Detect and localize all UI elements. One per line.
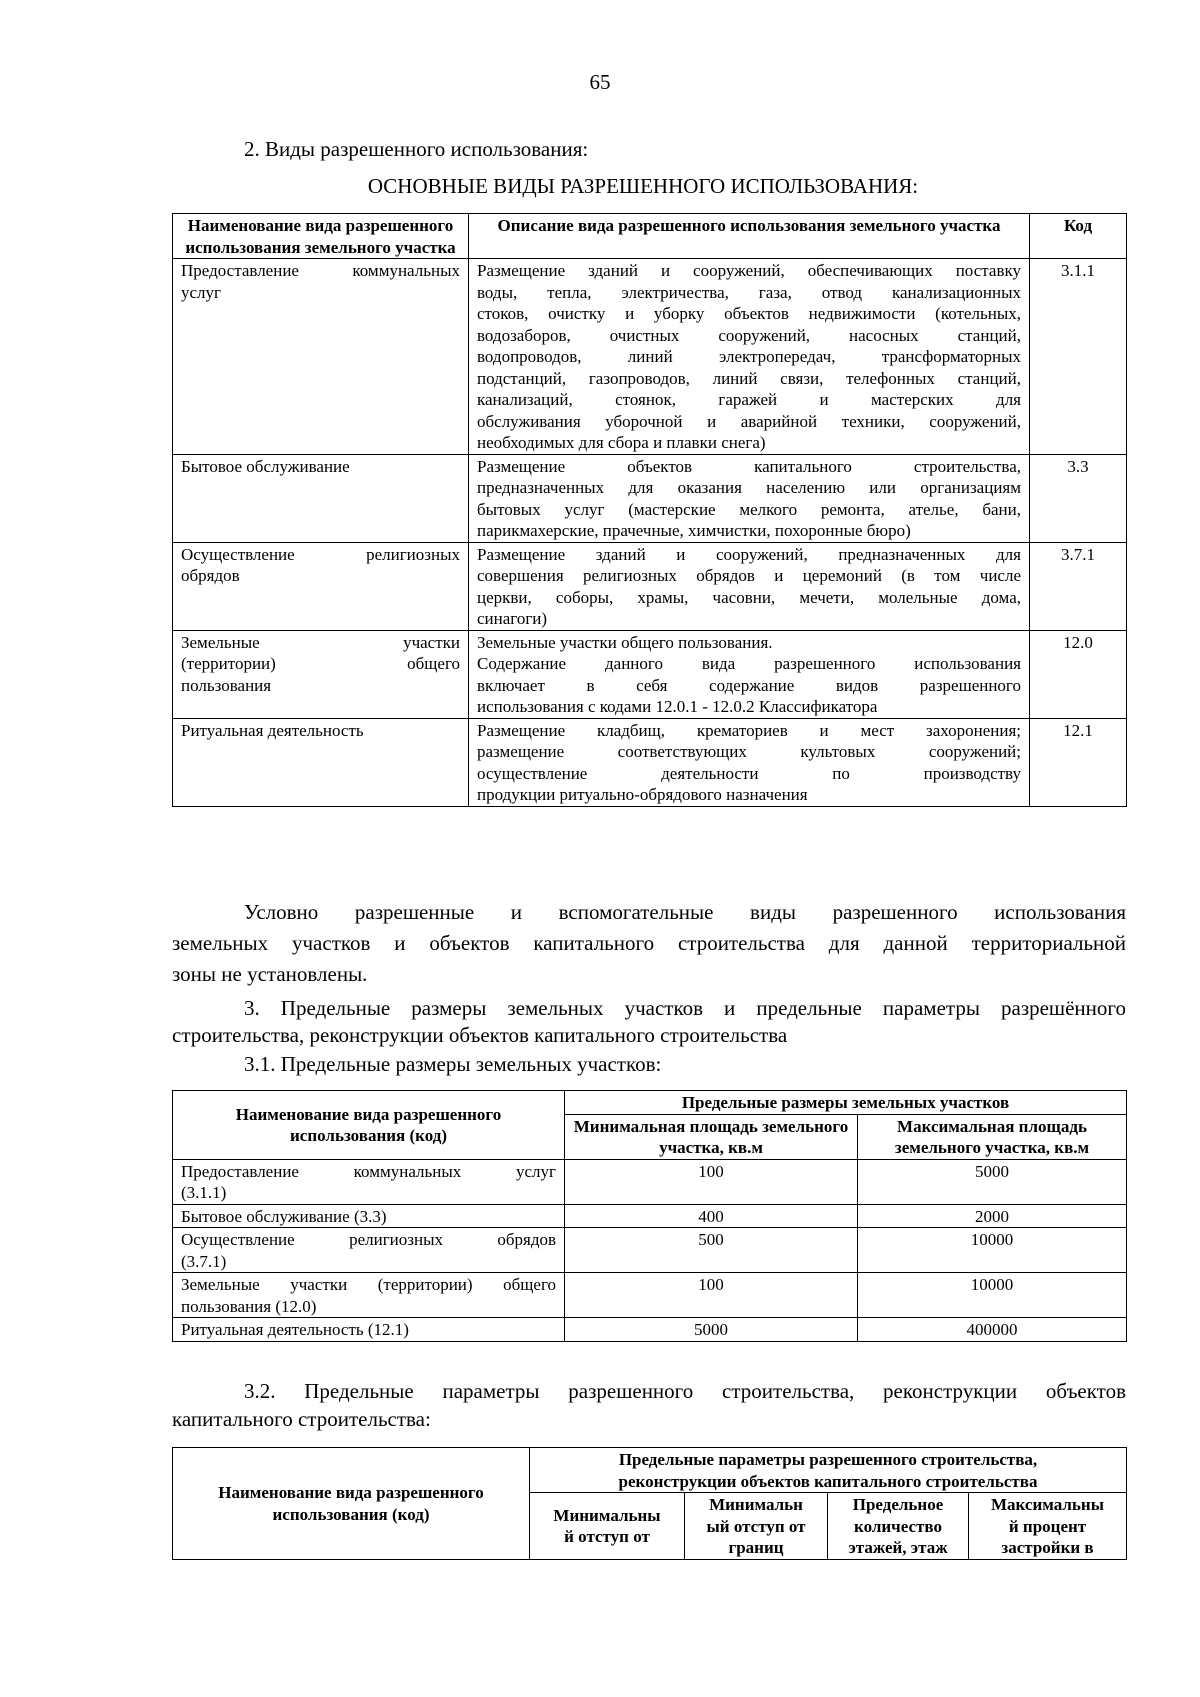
row-name-line: Земельные участки (территории) общего xyxy=(181,1275,556,1294)
row-name-line: (3.1.1) xyxy=(181,1183,227,1202)
table-row xyxy=(173,1273,1127,1318)
table-row xyxy=(173,1228,1127,1273)
desc-line: использования с кодами 12.0.1 - 12.0.2 Классификатора xyxy=(477,697,878,716)
desc-line: подстанций, газопроводов, линий связи, телефонных станций, xyxy=(477,368,1021,388)
desc-line: размещение соответствующих культовых сооружений; xyxy=(477,742,1021,761)
row-name xyxy=(173,630,469,718)
header-min-setback-borders xyxy=(685,1493,828,1560)
section3-line1: 3. Предельные размеры земельных участков и предельные параметры разрешённого xyxy=(244,996,1126,1020)
header-line: Максимальны xyxy=(991,1495,1104,1514)
row-max-area: 10000 xyxy=(858,1228,1127,1273)
desc-line: канализаций, стоянок, гаражей и мастерских для xyxy=(477,390,1021,409)
header-name: Наименование вида разрешенного использования (код) xyxy=(173,1448,530,1560)
row-name xyxy=(173,454,469,542)
conditional-uses-line2: земельных участков и объектов капитального строительства для данной территориальной xyxy=(172,931,1126,955)
header-line: Предельное xyxy=(852,1495,944,1514)
conditional-uses-line1: Условно разрешенные и вспомогательные виды разрешенного использования xyxy=(244,900,1126,924)
row-description xyxy=(469,542,1030,630)
desc-line: синагоги) xyxy=(477,609,548,628)
row-name-line: Осуществление религиозных xyxy=(181,544,460,564)
conditional-uses-line3: зоны не установлены. xyxy=(172,962,368,986)
header-line: й отступ от xyxy=(564,1527,650,1547)
row-name-line: Бытовое обслуживание (3.3) xyxy=(181,1206,387,1226)
row-name-line: Ритуальная деятельность xyxy=(181,720,364,740)
row-name-line: обрядов xyxy=(181,566,240,585)
row-name-line: (территории) общего xyxy=(181,654,460,673)
row-code: 3.3 xyxy=(1030,454,1127,542)
section3-line2: строительства, реконструкции объектов капитального строительства xyxy=(172,1023,788,1047)
desc-line: продукции ритуально-обрядового назначения xyxy=(477,785,808,804)
row-name xyxy=(173,542,469,630)
desc-line: бытовых услуг (мастерские мелкого ремонта, ателье, бани, xyxy=(477,499,1021,519)
plot-size-table xyxy=(172,1090,1127,1342)
row-max-area: 5000 xyxy=(858,1159,1127,1204)
row-max-area: 10000 xyxy=(858,1273,1127,1318)
row-name xyxy=(173,259,469,455)
table-row xyxy=(173,1204,1127,1228)
desc-line: включает в себя содержание видов разрешенного xyxy=(477,675,1021,695)
desc-line: воды, тепла, электричества, газа, отвод канализационных xyxy=(477,282,1021,302)
row-min-area: 5000 xyxy=(565,1318,858,1342)
header-group xyxy=(530,1448,1127,1493)
table-row xyxy=(173,718,1127,806)
row-code: 3.1.1 xyxy=(1030,259,1127,455)
row-name-line: Предоставление коммунальных xyxy=(181,261,460,280)
row-name-line: (3.7.1) xyxy=(181,1251,227,1271)
desc-line: водозаборов, очистных сооружений, насосных станций, xyxy=(477,325,1021,345)
row-name-line: Предоставление коммунальных услуг xyxy=(181,1161,556,1181)
row-description xyxy=(469,630,1030,718)
row-description xyxy=(469,454,1030,542)
table-row xyxy=(173,1159,1127,1204)
row-min-area: 500 xyxy=(565,1228,858,1273)
row-name-line: пользования (12.0) xyxy=(181,1296,317,1316)
row-name xyxy=(173,1318,565,1342)
header-line: границ xyxy=(728,1538,784,1557)
header-max-coverage xyxy=(969,1493,1127,1560)
desc-line: предназначенных для оказания населению или организациям xyxy=(477,478,1021,497)
header-group: Предельные размеры земельных участков xyxy=(565,1091,1127,1115)
desc-line: осуществление деятельности по производству xyxy=(477,763,1021,783)
row-code: 12.1 xyxy=(1030,718,1127,806)
section2-title: 2. Виды разрешенного использования: xyxy=(244,137,589,161)
header-max-area: Максимальная площадь земельного участка, кв.м xyxy=(858,1114,1127,1159)
desc-line: Земельные участки общего пользования. xyxy=(477,632,773,652)
row-name xyxy=(173,1204,565,1228)
header-line: ый отступ от xyxy=(706,1516,806,1536)
header-line: количество xyxy=(854,1516,942,1536)
header-code: Код xyxy=(1030,214,1127,259)
header-line: й процент xyxy=(1008,1516,1087,1536)
page-number: 65 xyxy=(589,70,611,94)
desc-line: стоков, очистку и уборку объектов недвижимости (котельных, xyxy=(477,304,1021,323)
section31-title: 3.1. Предельные размеры земельных участков: xyxy=(244,1052,662,1076)
header-group-line: реконструкции объектов капитального строительства xyxy=(618,1471,1038,1491)
main-uses-table xyxy=(172,213,1127,807)
row-min-area: 100 xyxy=(565,1273,858,1318)
desc-line: необходимых для сбора и плавки снега) xyxy=(477,433,766,452)
row-name xyxy=(173,1159,565,1204)
desc-line: совершения религиозных обрядов и церемоний (в том числе xyxy=(477,566,1021,585)
header-line: этажей, этаж xyxy=(848,1538,948,1557)
table-row xyxy=(173,1318,1127,1342)
header-line: Минимальн xyxy=(709,1495,803,1514)
header-group-line: Предельные параметры разрешенного строительства, xyxy=(618,1450,1038,1469)
row-code: 12.0 xyxy=(1030,630,1127,718)
desc-line: обслуживания уборочной и аварийной техники, сооружений, xyxy=(477,411,1021,431)
table-header-row xyxy=(173,1091,1127,1115)
desc-line: Размещение зданий и сооружений, предназначенных для xyxy=(477,544,1021,564)
header-name: Наименование вида разрешенного использования земельного участка xyxy=(173,214,469,259)
desc-line: Размещение зданий и сооружений, обеспечивающих поставку xyxy=(477,261,1021,280)
main-uses-title: ОСНОВНЫЕ ВИДЫ РАЗРЕШЕННОГО ИСПОЛЬЗОВАНИЯ: xyxy=(367,174,919,198)
table-header-row xyxy=(173,214,1127,259)
header-max-floors xyxy=(828,1493,969,1560)
row-min-area: 400 xyxy=(565,1204,858,1228)
header-min-setback xyxy=(530,1493,685,1560)
desc-line: Размещение кладбищ, крематориев и мест захоронения; xyxy=(477,720,1021,740)
row-name-line: Бытовое обслуживание xyxy=(181,456,350,476)
header-name: Наименование вида разрешенного использования (код) xyxy=(173,1091,565,1160)
table-row xyxy=(173,542,1127,630)
row-code: 3.7.1 xyxy=(1030,542,1127,630)
row-name-line: Земельные участки xyxy=(181,632,460,652)
table-row xyxy=(173,259,1127,455)
desc-line: парикмахерские, прачечные, химчистки, похоронные бюро) xyxy=(477,521,911,540)
row-name-line: Ритуальная деятельность (12.1) xyxy=(181,1320,409,1339)
row-name-line: Осуществление религиозных обрядов xyxy=(181,1230,556,1249)
section32-line2: капитального строительства: xyxy=(172,1407,431,1431)
table-row xyxy=(173,630,1127,718)
row-min-area: 100 xyxy=(565,1159,858,1204)
section32-line1: 3.2. Предельные параметры разрешенного строительства, реконструкции объектов xyxy=(244,1379,1126,1403)
row-description xyxy=(469,718,1030,806)
table-header-row xyxy=(173,1448,1127,1493)
row-name xyxy=(173,1228,565,1273)
row-description xyxy=(469,259,1030,455)
row-max-area: 400000 xyxy=(858,1318,1127,1342)
header-line: Минимальны xyxy=(553,1505,661,1525)
header-line: застройки в xyxy=(1001,1538,1094,1557)
desc-line: водопроводов, линий электропередач, трансформаторных xyxy=(477,347,1021,366)
desc-line: Содержание данного вида разрешенного использования xyxy=(477,654,1021,673)
table-row xyxy=(173,454,1127,542)
row-max-area: 2000 xyxy=(858,1204,1127,1228)
desc-line: Размещение объектов капитального строительства, xyxy=(477,456,1021,476)
row-name xyxy=(173,1273,565,1318)
header-min-area: Минимальная площадь земельного участка, кв.м xyxy=(565,1114,858,1159)
header-description: Описание вида разрешенного использования земельного участка xyxy=(469,214,1030,259)
row-name xyxy=(173,718,469,806)
row-name-line: пользования xyxy=(181,675,272,695)
row-name-line: услуг xyxy=(181,282,222,302)
building-parameters-table xyxy=(172,1447,1127,1560)
desc-line: церкви, соборы, храмы, часовни, мечети, молельные дома, xyxy=(477,587,1021,607)
